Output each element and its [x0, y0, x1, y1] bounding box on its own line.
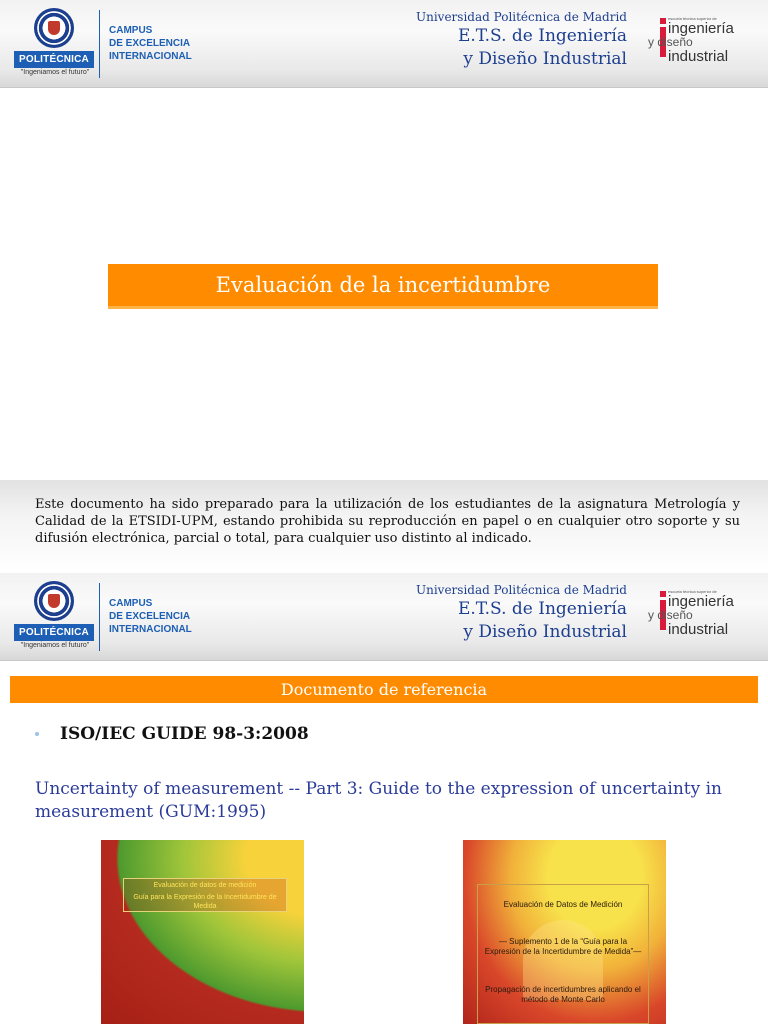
politecnica-slogan: "Ingeniamos el futuro" [20, 69, 90, 76]
school-name-line1: E.T.S. de Ingeniería [457, 599, 627, 619]
gum-cover-image [101, 840, 304, 1024]
university-block [416, 10, 627, 70]
politecnica-badge: POLITÉCNICA [14, 624, 94, 641]
upm-logo [14, 579, 96, 659]
gum-cover-title: Evaluación de datos de medición Guía para la Expresión de la Incertidumbre de Medida [123, 878, 287, 912]
upm-logo [14, 6, 96, 86]
school-name-line2: y Diseño Industrial [463, 622, 627, 642]
school-name-line2: y Diseño Industrial [463, 49, 627, 69]
supplement-cover-image: Evaluación de Datos de Medición — Suplemento 1 de la “Guía para la Expresión de la Incertidumbre de Medida”— Propagación de incertidumbres aplicando el método de Monte Carlo [463, 840, 666, 1024]
campus-excelencia: CAMPUS DE EXCELENCIA INTERNACIONAL [109, 598, 192, 635]
copyright-notice [0, 480, 768, 573]
reference-standard: ISO/IEC GUIDE 98-3:2008 [60, 724, 309, 744]
header-divider [99, 583, 100, 651]
notice-text: Este documento ha sido preparado para la utilización de los estudiantes de la asignatura Metrología y Calidad de la ETSIDI-UPM, estando prohibida su reproducción en papel o en cualquier otro soporte y su difusión electrónica, parcial o total, para cualquier uso distinto al indicado. [35, 497, 740, 546]
school-name-line1: E.T.S. de Ingeniería [457, 26, 627, 46]
slide-title: Evaluación de la incertidumbre [108, 264, 658, 309]
header-divider [99, 10, 100, 78]
politecnica-slogan: "Ingeniamos el futuro" [20, 642, 90, 649]
university-block [416, 583, 627, 643]
upm-crest-icon [34, 581, 74, 621]
politecnica-badge: POLITÉCNICA [14, 51, 94, 68]
header-banner-2 [0, 573, 768, 661]
header-banner [0, 0, 768, 88]
university-name: Universidad Politécnica de Madrid [416, 583, 627, 597]
campus-excelencia: CAMPUS DE EXCELENCIA INTERNACIONAL [109, 25, 192, 62]
section-title: Documento de referencia [10, 676, 758, 703]
university-name: Universidad Politécnica de Madrid [416, 10, 627, 24]
upm-crest-icon [34, 8, 74, 48]
bullet-icon [35, 732, 39, 736]
etsidi-logo: escuela técnica superior de ingeniería y diseño industrial [648, 16, 734, 65]
etsidi-logo: escuela técnica superior de ingeniería y diseño industrial [648, 589, 734, 638]
reference-title: Uncertainty of measurement -- Part 3: Guide to the expression of uncertainty in measurement (GUM:1995) [35, 779, 722, 822]
